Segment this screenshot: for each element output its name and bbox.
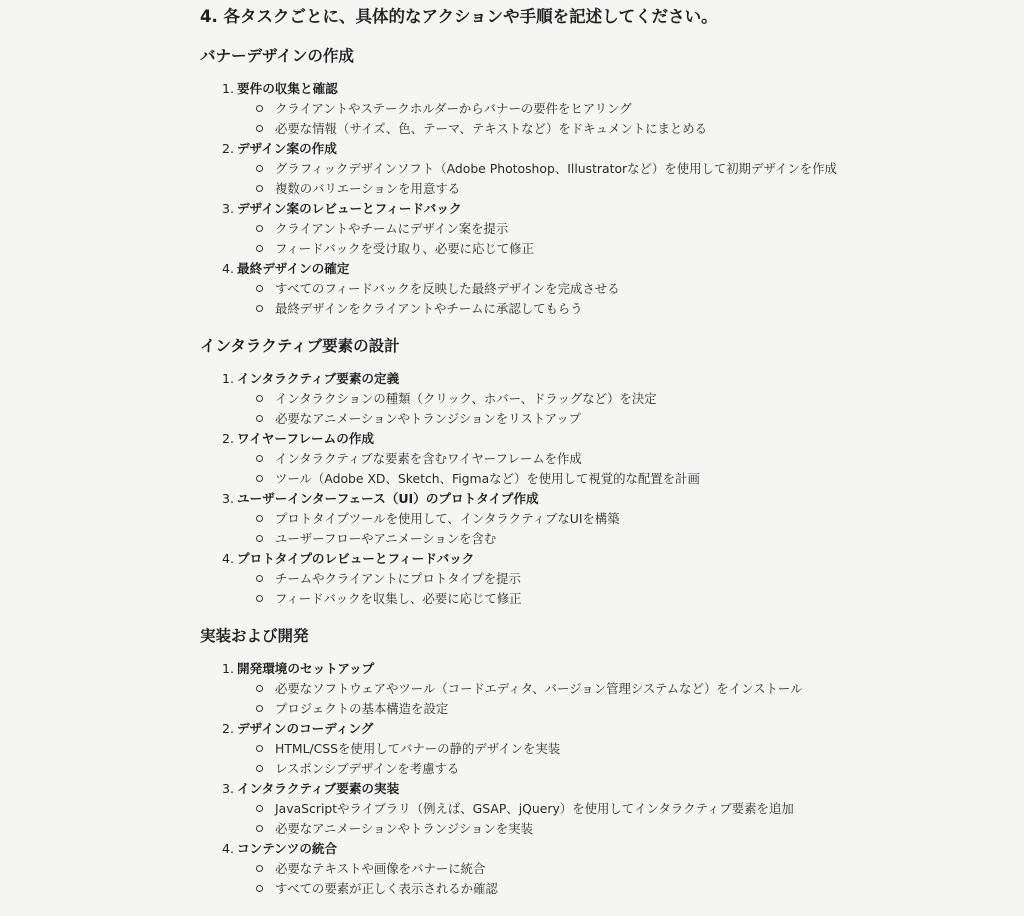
bullet-item [200,119,1000,139]
step-title-row [200,549,1000,569]
bullet-circle-icon [256,515,263,522]
step-list [200,659,1000,899]
bullet-text: 最終デザインをクライアントやチームに承認してもらう [275,301,583,316]
bullet-circle-icon [256,805,263,812]
step-title-row [200,429,1000,449]
step-title-row [200,199,1000,219]
bullet-item [200,219,1000,239]
step-title-row [200,719,1000,739]
bullet-item [200,469,1000,489]
section-title: 実装および開発 [200,627,309,645]
bullet-circle-icon [256,705,263,712]
step-list [200,369,1000,609]
bullet-text: ツール（Adobe XD、Sketch、Figmaなど）を使用して視覚的な配置を計画 [275,471,700,486]
bullet-list [200,569,1000,609]
step-number: 4. [222,551,235,566]
bullet-text: チームやクライアントにプロトタイプを提示 [275,571,521,586]
bullet-text: すべての要素が正しく表示されるか確認 [275,881,498,896]
step-item [200,839,1000,899]
bullet-item [200,99,1000,119]
bullet-item [200,159,1000,179]
step-title-row [200,79,1000,99]
step-title-row [200,489,1000,509]
step-item [200,779,1000,839]
bullet-item [200,589,1000,609]
bullet-circle-icon [256,455,263,462]
bullet-text: フィードバックを受け取り、必要に応じて修正 [275,241,534,256]
bullet-text: グラフィックデザインソフト（Adobe Photoshop、Illustratorなど）を使用して初期デザインを作成 [275,161,837,176]
step-title: プロトタイプのレビューとフィードバック [237,551,475,566]
bullet-list [200,159,1000,199]
bullet-item [200,389,1000,409]
step-title: デザイン案の作成 [237,141,337,156]
bullet-text: 必要なアニメーションやトランジションを実装 [275,821,533,836]
step-number: 1. [222,371,235,386]
bullet-text: プロトタイプツールを使用して、インタラクティブなUIを構築 [275,511,620,526]
bullet-item [200,179,1000,199]
bullet-list [200,739,1000,779]
bullet-circle-icon [256,825,263,832]
bullet-item [200,819,1000,839]
step-number: 3. [222,201,235,216]
step-title-row [200,369,1000,389]
step-title: デザイン案のレビューとフィードバック [237,201,462,216]
bullet-circle-icon [256,685,263,692]
step-title: コンテンツの統合 [237,841,338,856]
step-title: 最終デザインの確定 [237,261,350,276]
bullet-text: JavaScriptやライブラリ（例えば、GSAP、jQuery）を使用してインタラクティブ要素を追加 [275,801,794,816]
bullet-circle-icon [256,245,263,252]
step-item [200,369,1000,429]
step-title: 開発環境のセットアップ [237,661,375,676]
bullet-circle-icon [256,885,263,892]
bullet-text: ユーザーフローやアニメーションを含む [275,531,497,546]
step-title: デザインのコーディング [237,721,374,736]
step-number: 3. [222,491,235,506]
bullet-item [200,879,1000,899]
section-title: インタラクティブ要素の設計 [200,337,400,355]
bullet-text: インタラクションの種類（クリック、ホバー、ドラッグなど）を決定 [275,391,657,406]
bullet-item [200,679,1000,699]
bullet-text: HTML/CSSを使用してバナーの静的デザインを実装 [275,741,561,756]
bullet-list [200,509,1000,549]
bullet-list [200,859,1000,899]
bullet-circle-icon [256,535,263,542]
step-item [200,139,1000,199]
bullet-text: レスポンシブデザインを考慮する [275,761,460,776]
bullet-text: プロジェクトの基本構造を設定 [275,701,449,716]
step-item [200,259,1000,319]
step-title: インタラクティブ要素の実装 [237,781,400,796]
main-heading: 4. 各タスクごとに、具体的なアクションや手順を記述してください。 [200,7,718,26]
step-number: 4. [222,841,235,856]
bullet-circle-icon [256,165,263,172]
step-number: 1. [222,661,235,676]
step-number: 1. [222,81,235,96]
bullet-circle-icon [256,105,263,112]
bullet-item [200,569,1000,589]
bullet-list [200,219,1000,259]
bullet-text: 必要なアニメーションやトランジションをリストアップ [275,411,582,426]
bullet-item [200,409,1000,429]
bullet-circle-icon [256,475,263,482]
bullet-item [200,449,1000,469]
step-item [200,549,1000,609]
bullet-item [200,299,1000,319]
bullet-circle-icon [256,745,263,752]
step-item [200,199,1000,259]
bullet-circle-icon [256,225,263,232]
bullet-item [200,759,1000,779]
bullet-circle-icon [256,575,263,582]
step-title-row [200,659,1000,679]
step-item [200,79,1000,139]
step-title: 要件の収集と確認 [237,81,338,96]
bullet-item [200,699,1000,719]
step-list [200,79,1000,319]
bullet-text: すべてのフィードバックを反映した最終デザインを完成させる [275,281,620,296]
step-title-row [200,839,1000,859]
bullet-circle-icon [256,305,263,312]
step-item [200,659,1000,719]
bullet-circle-icon [256,125,263,132]
document-content [200,4,1000,899]
step-title: ユーザーインターフェース（UI）のプロトタイプ作成 [237,491,539,506]
bullet-circle-icon [256,765,263,772]
bullet-item [200,859,1000,879]
step-number: 2. [222,141,235,156]
step-number: 4. [222,261,235,276]
bullet-text: 必要な情報（サイズ、色、テーマ、テキストなど）をドキュメントにまとめる [275,121,708,136]
step-item [200,489,1000,549]
bullet-circle-icon [256,395,263,402]
bullet-item [200,799,1000,819]
bullet-list [200,679,1000,719]
section-title: バナーデザインの作成 [200,47,354,65]
step-item [200,719,1000,779]
step-item [200,429,1000,489]
step-title-row [200,259,1000,279]
step-title: インタラクティブ要素の定義 [237,371,400,386]
bullet-text: 必要なテキストや画像をバナーに統合 [275,861,486,876]
bullet-circle-icon [256,185,263,192]
bullet-item [200,279,1000,299]
bullet-item [200,739,1000,759]
step-title-row [200,779,1000,799]
bullet-text: クライアントやステークホルダーからバナーの要件をヒアリング [275,101,632,116]
bullet-item [200,509,1000,529]
bullet-item [200,239,1000,259]
bullet-list [200,449,1000,489]
bullet-circle-icon [256,595,263,602]
step-number: 3. [222,781,235,796]
step-title: ワイヤーフレームの作成 [237,431,375,446]
bullet-item [200,529,1000,549]
bullet-text: 必要なソフトウェアやツール（コードエディタ、バージョン管理システムなど）をインストール [275,681,803,696]
bullet-text: フィードバックを収集し、必要に応じて修正 [275,591,522,606]
bullet-list [200,799,1000,839]
bullet-circle-icon [256,865,263,872]
step-number: 2. [222,721,235,736]
step-number: 2. [222,431,235,446]
bullet-list [200,389,1000,429]
step-title-row [200,139,1000,159]
bullet-list [200,279,1000,319]
bullet-circle-icon [256,285,263,292]
bullet-text: 複数のバリエーションを用意する [275,181,461,196]
bullet-circle-icon [256,415,263,422]
bullet-list [200,99,1000,139]
bullet-text: クライアントやチームにデザイン案を提示 [275,221,509,236]
bullet-text: インタラクティブな要素を含むワイヤーフレームを作成 [275,451,582,466]
